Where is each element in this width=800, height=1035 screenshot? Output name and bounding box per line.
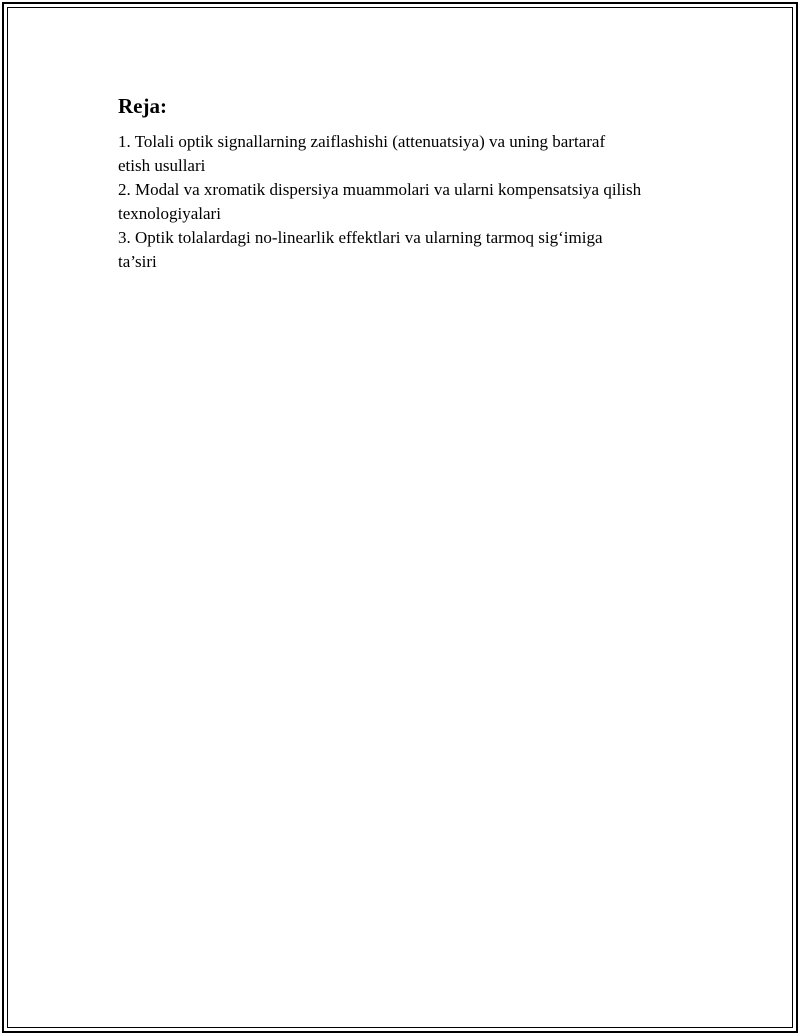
plan-item-3-line-1: 3. Optik tolalardagi no-linearlik effektlari va ularning tarmoq sig‘imiga — [118, 228, 603, 247]
plan-item-1 — [118, 130, 718, 178]
plan-list — [118, 130, 718, 274]
plan-item-2 — [118, 178, 718, 226]
plan-item-2-line-1: 2. Modal va xromatik dispersiya muammolari va ularni kompensatsiya qilish — [118, 180, 642, 199]
document-heading: Reja: — [118, 94, 167, 118]
plan-item-1-line-2: etish usullari — [118, 156, 206, 175]
plan-item-3-line-2: ta’siri — [118, 252, 157, 271]
document-body — [118, 93, 718, 274]
plan-item-1-line-1: 1. Tolali optik signallarning zaiflashishi (attenuatsiya) va uning bartaraf — [118, 132, 606, 151]
plan-item-2-line-2: texnologiyalari — [118, 204, 221, 223]
plan-item-3 — [118, 226, 718, 274]
